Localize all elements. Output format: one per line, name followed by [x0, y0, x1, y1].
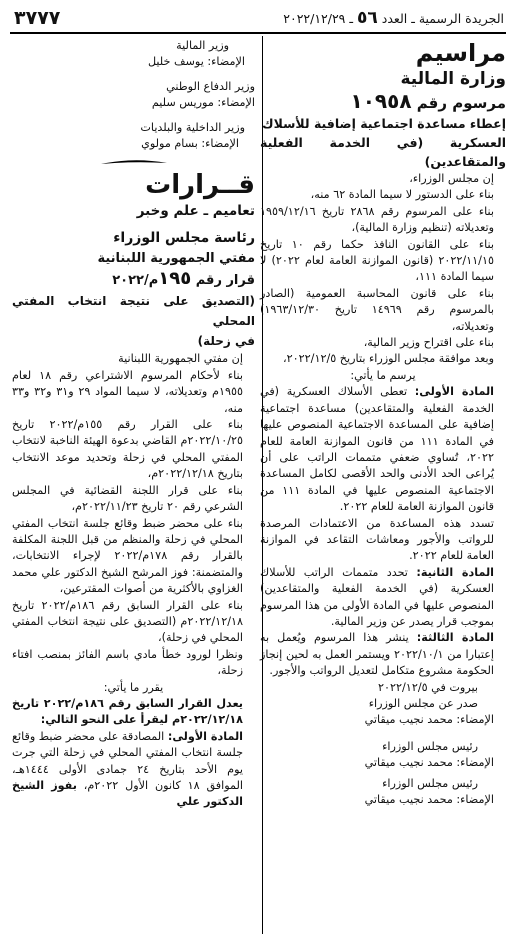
decree-number: ١٠٩٥٨: [350, 89, 412, 113]
sig-name: الإمضاء: محمد نجيب ميقاتي: [364, 756, 494, 770]
left-column: [12, 38, 255, 811]
decision-suffix: م/٢٠٢٢: [112, 273, 159, 289]
body-line: إن مفتي الجمهورية اللبنانية: [118, 352, 243, 366]
gazette-name: الجريدة الرسمية ـ العدد: [381, 11, 504, 26]
decision-article-1-bold: بفوز الشيخ الدكتور علي: [12, 779, 243, 809]
article-3: [260, 630, 506, 679]
section-title: قــرارات: [145, 170, 255, 201]
presidency-title: رئاسة مجلس الوزراء: [113, 230, 255, 247]
decision-article-1-label: المادة الأولى:: [167, 729, 243, 743]
body-line: بناء على قرار اللجنة القضائية في المجلس الشرعي رقم ٢٠ تاريخ ٢٠٢٢/١١/٢٣م،: [12, 483, 243, 514]
article-2-text: تحدد متممات الراتب للأسلاك العسكرية (في الخدمة الفعلية والمتقاعدين) المنصوص عليها في المادة الأولى من هذا المرسوم بموجب قرار يصدر عن وزير المالية.: [260, 565, 494, 628]
ornament-divider: [99, 158, 169, 168]
decision-article-1-text: المصادقة على محضر ضبط وقائع جلسة انتخاب المفتي المحلي في زحلة التي جرت يوم الأحد بتاريخ ٢٤ جمادى الأولى ١٤٤٤هـ، الموافق ١٨ كانون الأول ٢٠٢٢م،: [12, 729, 244, 792]
preamble-line: بناء على اقتراح وزير المالية،: [363, 336, 494, 350]
page-number: ٣٧٧٧: [14, 7, 61, 29]
decision-label: قرار رقم: [195, 273, 255, 289]
sig-name: الإمضاء: موريس سليم: [151, 96, 255, 110]
decision-article-1: [12, 729, 255, 811]
decision-heading: [12, 269, 255, 291]
decree-formula: يرسم ما يأتي:: [350, 368, 416, 382]
decree-subject-2: العسكرية (في الخدمة الفعلية والمتقاعدين): [260, 135, 506, 169]
sig-title: وزير الداخلية والبلديات: [140, 120, 245, 134]
preamble-line: بناء على المرسوم رقم ٢٨٦٨ تاريخ ١٩٥٩/١٢/١٦ وتعديلاته (تنظيم وزارة المالية)،: [260, 204, 495, 235]
preamble-line: إن مجلس الوزراء،: [409, 172, 494, 185]
body-line: بناء على القرار السابق رقم ١٨٦م/٢٠٢٢ تاريخ ٢٠٢٢/١٢/١٨م (التصديق على نتيجة انتخاب المفتي المحلي في زحلة)،: [12, 598, 243, 645]
section-title: مراسيم: [415, 39, 506, 67]
mufti-title: مفتي الجمهورية اللبنانية: [97, 251, 255, 267]
decision-number: ١٩٥: [158, 268, 192, 290]
decision-subject-1: (التصديق على نتيجة انتخاب المفتي المحلي: [12, 294, 255, 329]
sig-name: الإمضاء: بسام مولوي: [141, 137, 239, 151]
article-1-note: تسدد هذه المساعدة من الاعتمادات المرصدة للرواتب والأجور ومعاشات التقاعد في الموازنة العامة للعام ٢٠٢٢.: [260, 516, 494, 563]
article-3-text: ينشر هذا المرسوم ويُعمل به إعتبارا من ٢٠٢٢/١٠/١ ويستمر العمل به لحين إنجاز الحكومة مشروع متكامل لتعديل الرواتب والأجور.: [260, 631, 495, 678]
preamble-line: بناء على الدستور لا سيما المادة ٦٢ منه،: [310, 188, 494, 202]
header-rule: [10, 32, 506, 34]
article-1: [260, 384, 506, 515]
subsection-title: تعاميم ـ علم وخبر: [136, 203, 255, 220]
preamble-line: بناء على القانون النافذ حكما رقم ١٠ تاريخ ٢٠٢٢/١١/١٥ (قانون الموازنة العامة لعام ٢٠٢٢) لا سيما المادة ١١١،: [260, 237, 494, 284]
preamble-line: بناء على قانون المحاسبة العمومية (الصادر بالمرسوم رقم ١٤٩٦٩ تاريخ ١٩٦٣/١٢/٣٠) وتعديلاته،: [260, 286, 494, 333]
decree-subject-1: إعطاء مساعدة اجتماعية إضافية للأسلاك: [262, 116, 506, 131]
closing-issuer: صدر عن مجلس الوزراء: [368, 697, 478, 710]
preamble-line: وبعد موافقة مجلس الوزراء بتاريخ ٢٠٢٢/١٢/٥،: [283, 352, 494, 366]
article-1-text: تعطى الأسلاك العسكرية (في الخدمة الفعلية والمتقاعدين) مساعدة اجتماعية إضافية على المساعدة الاجتماعية المنصوص عليها في المادة ١١١ من قانون الموازنة العامة للعام ٢٠٢٢، تُساوي ضعفي متممات الراتب على أن يُراعى الحد الأدنى والحد الأقصى لكامل المساعدة الاجتماعية المنصوص عليها في المادة ١١١ من قانون الموازنة العامة للعام ٢٠٢٢.: [260, 385, 494, 514]
body-line: بناء على القرار رقم ١٥٥م/٢٠٢٢ تاريخ ٢٠٢٢/١٠/٢٥م القاضي بدعوة الهيئة الناخبة لانتخاب المفتي المحلي في زحلة وتحديد موعد الانتخاب بتاريخ ٢٠٢٢/١٢/١٨م،: [12, 418, 243, 481]
sig-title: رئيس مجلس الوزراء: [382, 739, 478, 753]
sig-name: الإمضاء: يوسف خليل: [147, 55, 245, 69]
sig-title: وزير المالية: [176, 39, 229, 52]
ministry-title: وزارة المالية: [400, 69, 506, 89]
article-2: [260, 565, 506, 631]
sig-name: الإمضاء: محمد نجيب ميقاتي: [364, 793, 494, 807]
body-line: ونظرا لورود خطأ مادي باسم الفائز بمنصب افتاء زحلة،: [12, 647, 243, 678]
issue-number: ٥٦: [357, 8, 378, 28]
decision-subject-2: في زحلة): [197, 334, 255, 349]
closing-signature: الإمضاء: محمد نجيب ميقاتي: [364, 713, 494, 727]
article-3-label: المادة الثالثة:: [416, 631, 495, 645]
closing-date: بيروت في ٢٠٢٢/١٢/٥: [378, 680, 478, 694]
decree-heading: [260, 90, 506, 114]
gazette-info: [283, 8, 504, 29]
page-header: [14, 8, 504, 30]
amendment-line: يعدل القرار السابق رقم ١٨٦م/٢٠٢٢ تاريخ ٢٠٢٢/١٢/١٨م ليقرأ على النحو التالي:: [12, 696, 243, 727]
right-column: [260, 38, 506, 808]
sig-title: رئيس مجلس الوزراء: [382, 776, 478, 790]
decree-label: مرسوم رقم: [416, 94, 506, 112]
body-line: بناء على محضر ضبط وقائع جلسة انتخاب المفتي المحلي في زحلة والمنظم من قبل اللجنة المكلفة بالقرار رقم ١٧٨م/٢٠٢٢ لإجراء الانتخابات، والمتضمنة: فوز المرشح الشيخ الدكتور علي محمد الغزاوي بالأكثرية من أصوات المقترعين،: [12, 516, 243, 596]
decision-formula: يقرر ما يأتي:: [103, 680, 164, 694]
article-1-label: المادة الأولى:: [414, 385, 494, 399]
sig-title: وزير الدفاع الوطني: [166, 79, 255, 93]
body-line: بناء لأحكام المرسوم الاشتراعي رقم ١٨ لعام ١٩٥٥م وتعديلاته، لا سيما المواد ٢٩ و٣١ و٣٢ و٣٣ منه،: [12, 368, 243, 415]
issue-date: ـ ٢٠٢٢/١٢/٢٩: [283, 11, 354, 26]
article-2-label: المادة الثانية:: [416, 565, 495, 579]
